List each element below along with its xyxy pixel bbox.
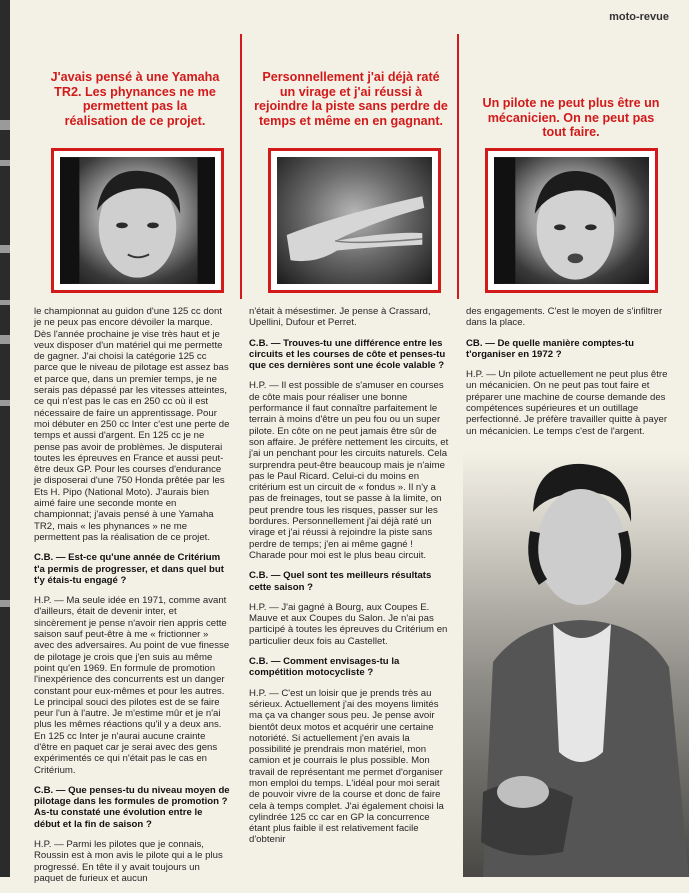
answer-paragraph: H.P. — Ma seule idée en 1971, comme avant d'ailleurs, était de devenir inter, et sincèrement je pense n'avoir rien appris cette saison sauf peut-être à me « frictionner » avec des adversaires. Au point de vue finesse de pilotage je crois que j'en suis au même point qu'en 1969. En formule de promotion l'inexpérience des concurrents est un danger constant pour eux-mêmes et pour les autres. Le principal souci des pilotes est de se faire peur l'un à l'autre. Je m'estime mûr et je n'ai plus les mêmes réactions qu'il y a deux ans. En 125 cc Inter je n'aurai aucune crainte d'être en paquet car je serai avec des gens expérimentés ce qui n'était pas le cas en Critérium. <box>34 595 230 776</box>
column-divider <box>457 34 459 299</box>
question-paragraph: C.B. — Comment envisages-tu la compétition motocycliste ? <box>249 656 400 679</box>
pull-quote: Un pilote ne peut plus être un mécanicien. On ne peut pas tout faire. <box>482 96 660 140</box>
article-column-3 <box>466 306 672 446</box>
question-paragraph: C.B. — Quel sont tes meilleurs résultats cette saison ? <box>249 570 432 593</box>
portrait-photo <box>485 148 658 293</box>
column-divider <box>240 34 242 299</box>
question-paragraph: C.B. — Est-ce qu'une année de Critérium t'a permis de progresser, et dans quel but t'y étais-tu engagé ? <box>34 552 224 586</box>
answer-paragraph: H.P. — Parmi les pilotes que je connais, Roussin est à mon avis le pilote qui a le plus progressé. En tête il y avait toujours un paquet de furieux et aucun <box>34 839 223 884</box>
question-paragraph: CB. — De quelle manière comptes-tu t'organiser en 1972 ? <box>466 337 634 360</box>
answer-paragraph: n'était à mésestimer. Je pense à Crassard, Upellini, Dufour et Perret. <box>249 306 431 329</box>
portrait-photo <box>51 148 224 293</box>
binding-edge <box>0 0 10 877</box>
answer-paragraph: H.P. — C'est un loisir que je prends très au sérieux. Actuellement j'ai des moyens limités ma ça va changer sous peu. Je pense avoir bientôt deux motos et acquérir une certaine notoriété. Si actuellement j'en avais la possibilité je prendrais mon matériel, mon camion et je courrais le plus possible. Mon travail de représentant me permet d'organiser mon emploi du temps. L'idéal pour moi serait de pouvoir vivre de la course et donc de faire cela à temps complet. J'ai également choisi la cylindrée 125 cc car en GP la concurrence étant plus faible il est relativement facile d'obtenir <box>249 687 444 846</box>
answer-paragraph: H.P. — Il est possible de s'amuser en courses de côte mais pour réaliser une bonne performance il faut connaître parfaitement le terrain à moins d'être un peu fou ou un super pilote. En côte on ne peut jamais être sûr de son affaire. Je préfère nettement les circuits, et j'ai un penchant pour les circuits naturels. Cela surprendra peut-être beaucoup mais je n'aime pas le Paul Ricard. Celui-ci du moins en critérium est un circuit de « fondus ». Il n'y a pas de freinages, tout se passe à la limite, on peut prendre tous les risques, passer sur les bordures. Personnellement j'ai déjà raté un virage et j'ai réussi à rejoindre la piste sans perdre de temps; j'en ai même gagné ! Charade pour moi est le plus beau circuit. <box>249 380 449 561</box>
answer-paragraph: H.P. — Un pilote actuellement ne peut plus être un mécanicien. On ne peut pas tout faire et préparer une machine de course demande des compétences supérieures et un outillage perfectionné. Je préfère travailler quitte à payer un mécanicien. Le temps c'est de l'argent. <box>466 369 668 437</box>
question-paragraph: C.B. — Que penses-tu du niveau moyen de pilotage dans les formules de promotion ? As-tu constaté une évolution entre le début et la fin de saison ? <box>34 784 230 830</box>
article-column-1 <box>34 306 230 893</box>
answer-paragraph: des engagements. C'est le moyen de s'infiltrer dans la place. <box>466 306 663 329</box>
seated-portrait-photo <box>463 452 689 877</box>
masthead: moto-revue <box>609 11 669 23</box>
answer-paragraph: H.P. — J'ai gagné à Bourg, aux Coupes E. Mauve et aux Coupes du Salon. Je n'ai pas participé à toutes les épreuves du Critérium en particulier deux fois au Castellet. <box>249 601 448 647</box>
pull-quote: Personnellement j'ai déjà raté un virage et j'ai réussi à rejoindre la piste sans perdre de temps et même en en gagnant. <box>254 70 448 128</box>
question-paragraph: C.B. — Trouves-tu une différence entre les circuits et les courses de côte et penses-tu que ces dernières sont une école valable ? <box>249 337 446 372</box>
answer-paragraph: le championnat au guidon d'une 125 cc dont je ne peux pas encore dévoiler la marque. Dès l'année prochaine je vise très haut et je veux disposer d'un matériel qui me permette de gagner. J'ai choisi la catégorie 125 cc parce que le niveau de pilotage est assez bas et parce que, dans un premier temps, je ne serais pas dépassé par les vitesses atteintes, ce qui n'est pas le cas en 250 cc où il est nécessaire de faire un apprentissage. Pour moi débuter en 250 cc Inter c'est une perte de temps et aussi d'argent. En 125 cc je ne pense pas avoir de problèmes. Je disputerai toutes les épreuves en France et aussi peut-être deux GP. Pour les courses d'endurance je disposerai d'une 750 Honda prêtée par les Ets H. Pipo (National Moto). J'aurais bien aimé faire une seconde monte en championnat; j'avais pensé à une Yamaha TR2, mais « les phynances » ne me permettent pas la réalisation de ce projet. <box>34 306 230 543</box>
pull-quote: J'avais pensé à une Yamaha TR2. Les phynances ne me permettent pas la réalisation de ce projet. <box>50 70 220 128</box>
article-column-2 <box>249 306 449 855</box>
hand-gesture-photo <box>268 148 441 293</box>
